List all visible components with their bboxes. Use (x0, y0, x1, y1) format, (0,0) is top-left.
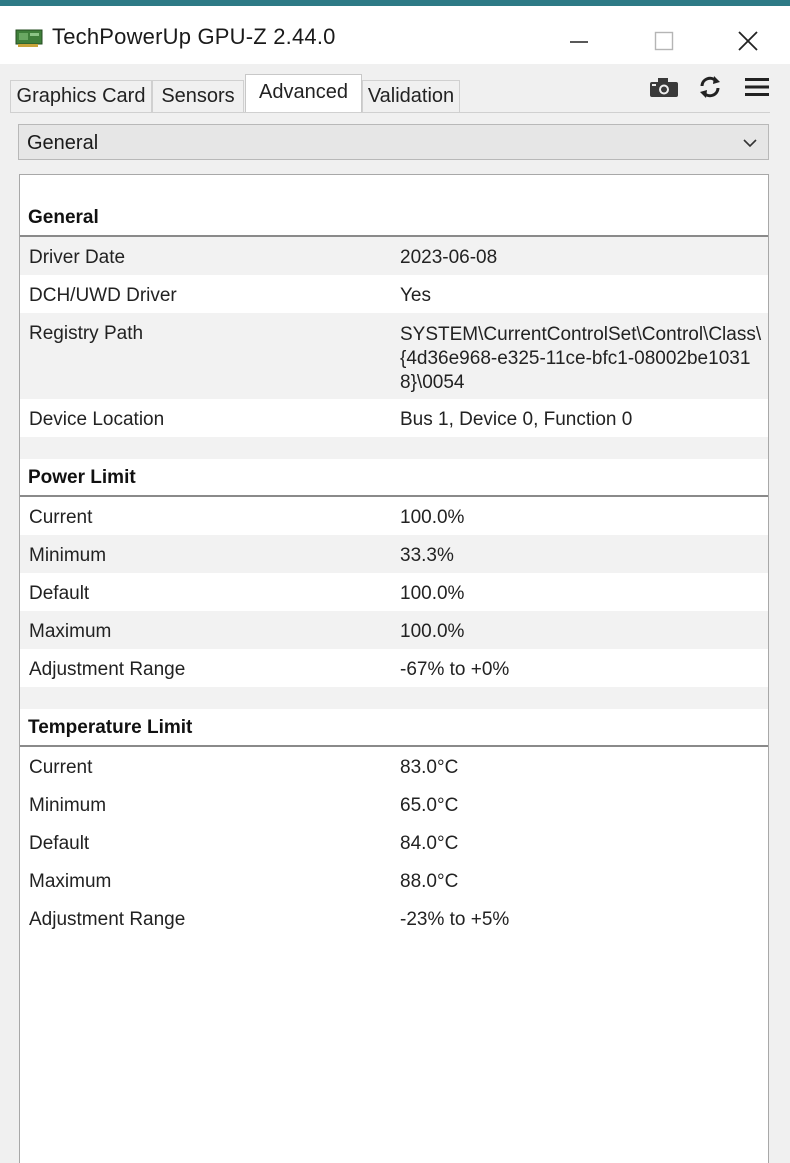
row-label: Maximum (29, 871, 112, 892)
tab-label: Graphics Card (16, 85, 146, 107)
table-row (20, 275, 768, 313)
table-row (20, 399, 768, 437)
row-label: Current (29, 757, 93, 778)
camera-icon[interactable] (648, 74, 680, 100)
row-value: 100.0% (400, 507, 465, 528)
tab-sensors[interactable] (152, 80, 244, 112)
close-button[interactable] (718, 12, 778, 70)
row-label: Default (29, 833, 90, 854)
tab-validation[interactable] (362, 80, 460, 112)
table-row (20, 573, 768, 611)
row-label: Default (29, 583, 90, 604)
row-value: Yes (400, 285, 431, 306)
section-power-limit (20, 459, 768, 497)
chevron-down-icon (742, 136, 758, 154)
row-value: 100.0% (400, 621, 465, 642)
title-bar[interactable] (0, 6, 790, 64)
row-label: Driver Date (29, 247, 126, 268)
tab-label: Sensors (161, 85, 235, 107)
table-row (20, 649, 768, 687)
details-panel (19, 174, 769, 1163)
row-value: -67% to +0% (400, 659, 510, 680)
category-select-value: General (27, 132, 99, 154)
row-value: Bus 1, Device 0, Function 0 (400, 409, 633, 430)
row-label: Adjustment Range (29, 909, 186, 930)
table-row (20, 785, 768, 823)
row-value: SYSTEM\CurrentControlSet\Control\Class\{4d36e968-e325-11ce-bfc1-08002be10318}\0054 (400, 324, 762, 393)
minimize-icon (567, 29, 591, 53)
table-row (20, 747, 768, 785)
row-label: Minimum (29, 795, 107, 816)
section-title: Power Limit (28, 467, 136, 488)
tab-bar (10, 74, 480, 112)
table-row (20, 237, 768, 275)
section-spacer (20, 437, 768, 459)
table-row (20, 611, 768, 649)
row-value: 83.0°C (400, 757, 459, 778)
table-row (20, 861, 768, 899)
row-label: Maximum (29, 621, 112, 642)
row-value: 100.0% (400, 583, 465, 604)
row-label: Minimum (29, 545, 107, 566)
row-label: Registry Path (29, 323, 144, 344)
row-value: 88.0°C (400, 871, 459, 892)
window-title: TechPowerUp GPU-Z 2.44.0 (52, 24, 336, 49)
category-select[interactable] (18, 124, 769, 160)
client-area (0, 64, 790, 1163)
row-label: Device Location (29, 409, 165, 430)
row-value: 33.3% (400, 545, 454, 566)
section-title: Temperature Limit (28, 717, 193, 738)
close-icon (736, 29, 760, 53)
menu-icon[interactable] (744, 74, 770, 100)
gpu-card-icon (15, 28, 43, 48)
row-value: -23% to +5% (400, 909, 510, 930)
section-temperature-limit (20, 709, 768, 747)
table-row (20, 313, 768, 399)
minimize-button[interactable] (549, 12, 609, 70)
section-spacer (20, 687, 768, 709)
maximize-button[interactable] (634, 12, 694, 70)
row-label: DCH/UWD Driver (29, 285, 177, 306)
row-value: 84.0°C (400, 833, 459, 854)
refresh-icon[interactable] (697, 74, 723, 100)
row-label: Adjustment Range (29, 659, 186, 680)
table-row (20, 497, 768, 535)
tab-divider (10, 112, 770, 113)
tab-advanced[interactable] (245, 74, 362, 112)
tab-graphics-card[interactable] (10, 80, 152, 112)
table-row (20, 899, 768, 937)
section-title: General (28, 207, 99, 228)
table-row (20, 535, 768, 573)
row-value: 65.0°C (400, 795, 459, 816)
table-row (20, 823, 768, 861)
row-label: Current (29, 507, 93, 528)
tab-label: Validation (367, 85, 455, 107)
row-value: 2023-06-08 (400, 247, 498, 268)
tab-label: Advanced (259, 81, 348, 103)
section-general (20, 199, 768, 237)
maximize-icon (652, 29, 676, 53)
